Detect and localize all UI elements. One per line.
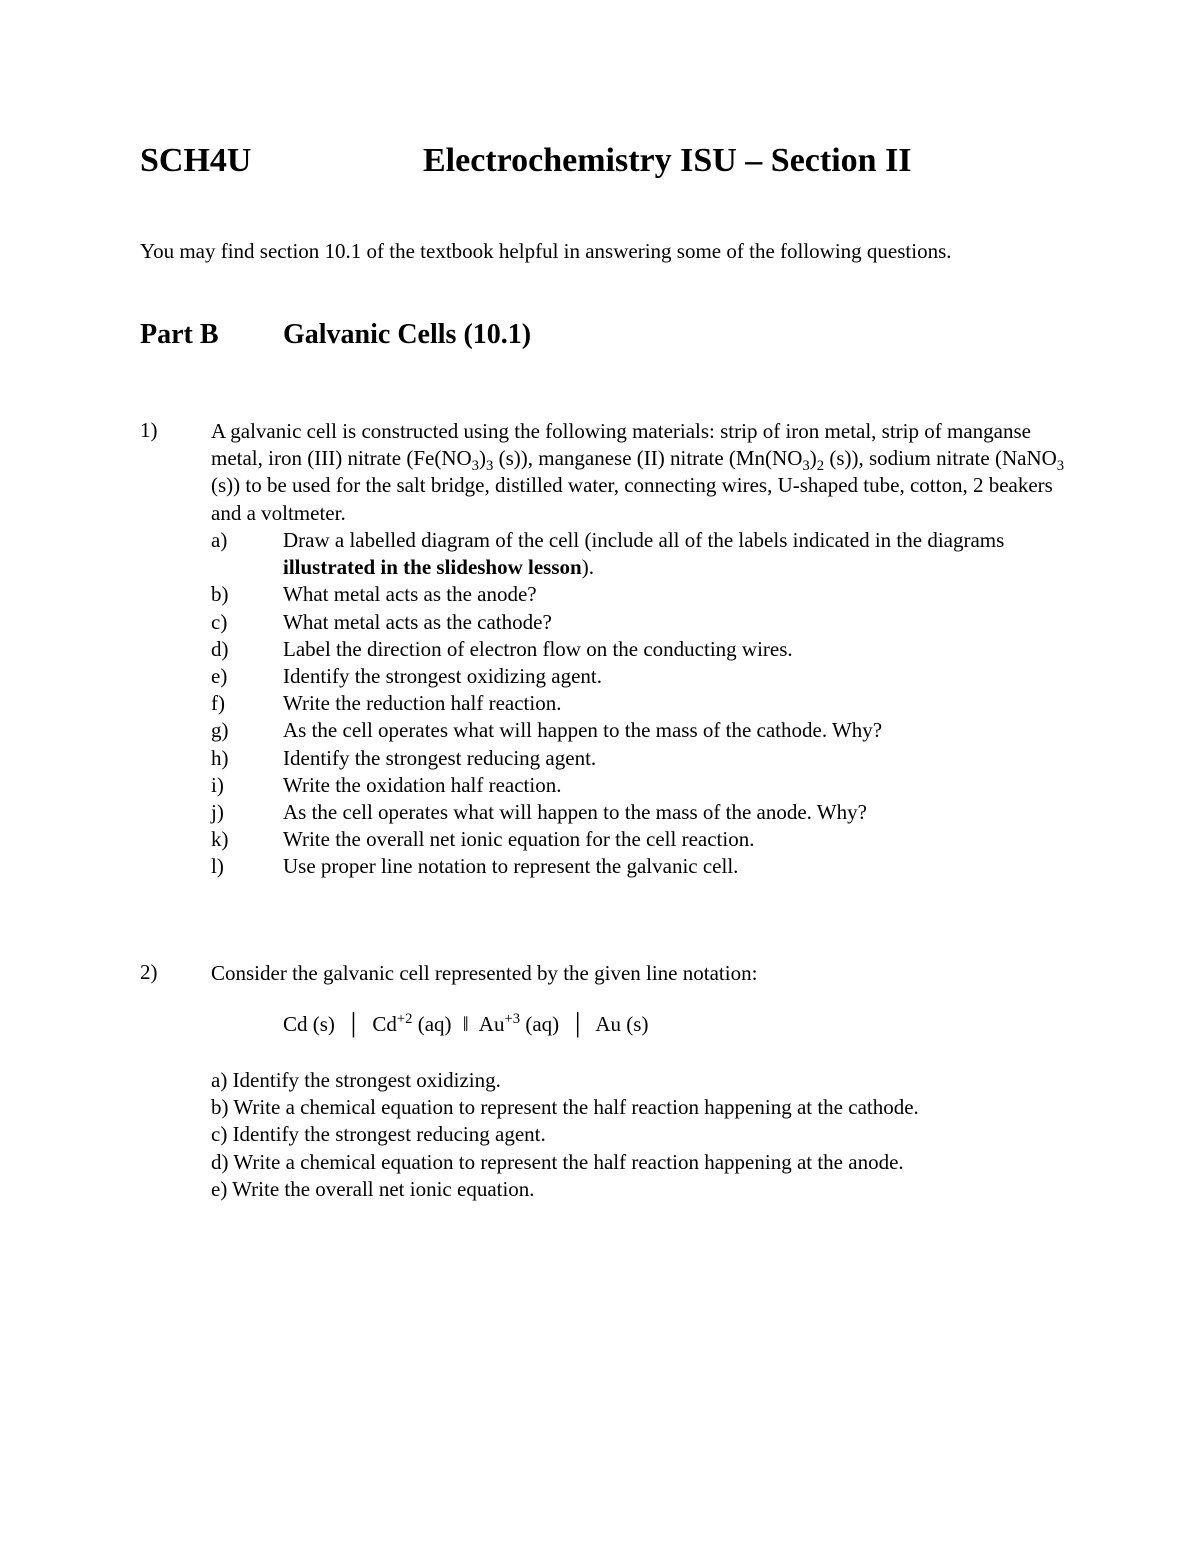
list-item xyxy=(211,690,1071,717)
anode-ion: $Cd^{+2}$ (aq) xyxy=(372,1011,452,1036)
question-2-subitems xyxy=(211,1067,1111,1203)
item-text: As the cell operates what will happen to the mass of the cathode. Why? xyxy=(283,718,883,743)
list-item xyxy=(211,745,1071,772)
item-text: Write the overall net ionic equation for the cell reaction. xyxy=(283,827,755,852)
item-letter: f) xyxy=(211,691,225,716)
list-item xyxy=(211,826,1071,853)
list-item xyxy=(211,853,1071,880)
part-heading xyxy=(140,319,840,359)
phase-boundary: │ xyxy=(570,1012,586,1036)
item-letter: k) xyxy=(211,827,229,852)
item-letter: c) xyxy=(211,609,228,634)
question-1-number: 1) xyxy=(140,418,158,442)
list-item xyxy=(211,581,1071,608)
intro-text: You may find section 10.1 of the textbook helpful in answering some of the following questions. xyxy=(140,239,952,263)
item-text: Label the direction of electron flow on the conducting wires. xyxy=(283,636,793,661)
list-item xyxy=(211,799,1071,826)
salt-bridge: ‖ xyxy=(462,1012,469,1036)
list-item: a) Identify the strongest oxidizing. xyxy=(211,1068,501,1092)
list-item xyxy=(211,609,1071,636)
list-item: a) Draw a labelled diagram of the cell (include all of the labels indicated in the diagrams illustrated in the slideshow lesson). xyxy=(211,528,1005,580)
item-letter: e) xyxy=(211,664,228,689)
item-letter: a) xyxy=(211,528,228,552)
line-notation xyxy=(283,1012,648,1037)
item-text: Write the reduction half reaction. xyxy=(283,691,562,716)
question-1-text: A galvanic cell is constructed using the following materials: strip of iron metal, strip of manganse metal, iron (III) nitrate ($Fe(NO_3)_3$ (s)), manganese (II) nitrate ($Mn(NO_3)_2$ (s)), sodium nitrate (NaNO$_3$ (s)) to be used for the salt bridge, distilled water, connecting wires, U-shaped tube, cotton, 2 beakers and a voltmeter. xyxy=(211,419,1065,525)
item-text: What metal acts as the cathode? xyxy=(283,609,552,634)
item-text: Use proper line notation to represent the galvanic cell. xyxy=(283,854,739,879)
item-letter: g) xyxy=(211,718,229,743)
item-letter: d) xyxy=(211,636,229,661)
question-2-number: 2) xyxy=(140,960,158,984)
cathode-metal: Au (s) xyxy=(595,1012,649,1036)
list-item: b) Write a chemical equation to represent the half reaction happening at the cathode. xyxy=(211,1095,919,1120)
list-item xyxy=(211,636,1071,663)
list-item: c) Identify the strongest reducing agent. xyxy=(211,1122,546,1147)
list-item xyxy=(211,772,1071,799)
question-2-text: Consider the galvanic cell represented by the given line notation: xyxy=(211,961,758,985)
item-text: Identify the strongest oxidizing agent. xyxy=(283,664,603,689)
item-text: Write the oxidation half reaction. xyxy=(283,772,562,797)
part-label: Part B xyxy=(140,319,219,350)
item-letter: b) xyxy=(211,582,229,607)
part-title: Galvanic Cells (10.1) xyxy=(283,319,532,350)
list-item xyxy=(211,717,1071,744)
list-item xyxy=(211,663,1071,690)
item-text: Identify the strongest reducing agent. xyxy=(283,745,597,770)
item-letter: i) xyxy=(211,772,224,797)
item-letter: j) xyxy=(211,800,224,825)
item-letter: h) xyxy=(211,745,229,770)
question-1-subitems xyxy=(211,527,1071,881)
cathode-ion: $Au^{+3}$ (aq) xyxy=(478,1011,560,1036)
phase-boundary: │ xyxy=(346,1012,362,1036)
item-text: What metal acts as the anode? xyxy=(283,582,537,607)
course-code: SCH4U xyxy=(140,142,252,179)
item-text: As the cell operates what will happen to the mass of the anode. Why? xyxy=(283,800,867,825)
list-item: e) Write the overall net ionic equation. xyxy=(211,1176,535,1201)
item-letter: l) xyxy=(211,854,224,879)
document-header xyxy=(140,142,1100,186)
anode-metal: Cd (s) xyxy=(283,1012,335,1036)
document-title: Electrochemistry ISU – Section II xyxy=(423,142,912,179)
list-item: d) Write a chemical equation to represent the half reaction happening at the anode. xyxy=(211,1149,904,1174)
